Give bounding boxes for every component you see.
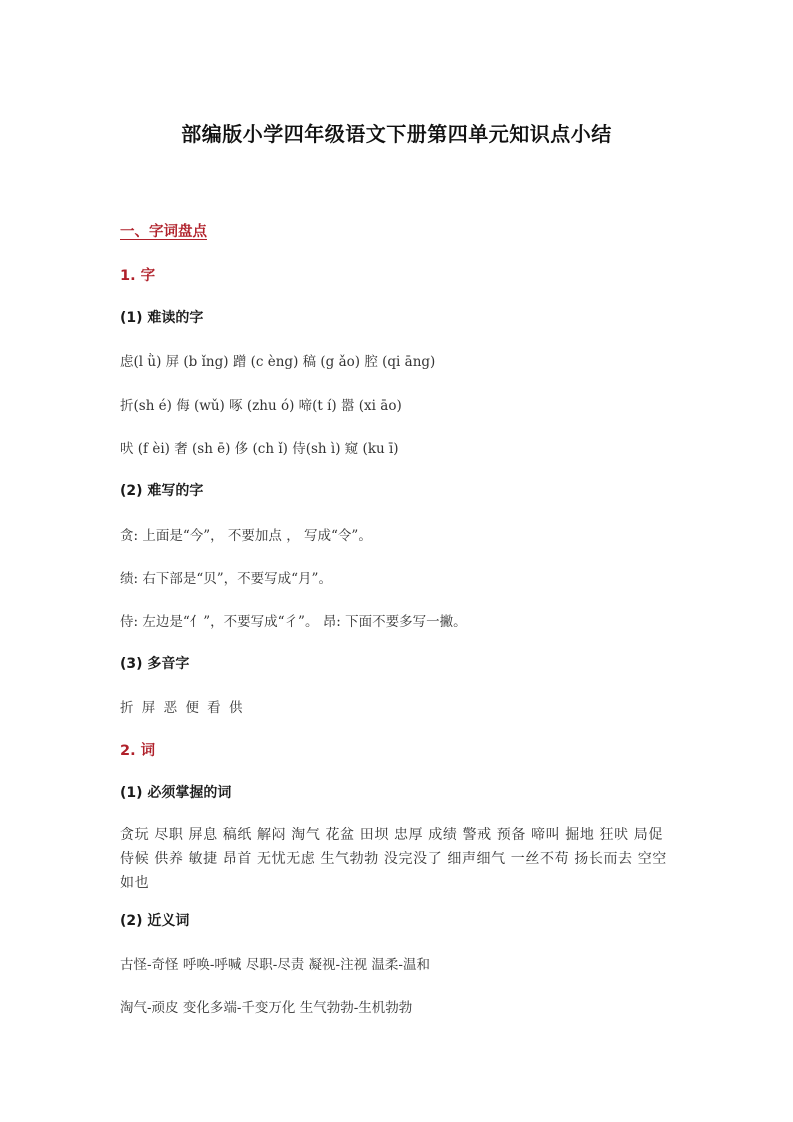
pinyin-line: 虑(l ǜ) 屏 (b ǐng) 蹭 (c èng) 稿 (g ǎo) 腔 (qi āng) (120, 354, 436, 370)
heading-hard-to-write: (2) 难写的字 (120, 483, 204, 499)
page-title: 部编版小学四年级语文下册第四单元知识点小结 (181, 122, 612, 146)
heading-hard-to-read: (1) 难读的字 (120, 310, 204, 326)
pinyin-line: 折(sh é) 侮 (wǔ) 啄 (zhu ó) 啼(t í) 嚣 (xi āo) (120, 398, 402, 414)
synonym-line: 淘气-顽皮 变化多端-千变万化 生气勃勃-生机勃勃 (120, 1000, 413, 1016)
writing-tip: 贪: 上面是“今”， 不要加点 ， 写成“令”。 (120, 528, 372, 544)
heading-polyphones: (3) 多音字 (120, 656, 190, 672)
writing-tip: 侍: 左边是“亻”，不要写成“彳”。 昂: 下面不要多写一撇。 (120, 614, 467, 630)
heading-synonyms: (2) 近义词 (120, 913, 190, 929)
subsection-heading-words: 2. 词 (120, 743, 156, 759)
section-heading-word-review: 一、字词盘点 (120, 224, 207, 240)
subsection-heading-characters: 1. 字 (120, 268, 156, 284)
heading-must-master: (1) 必须掌握的词 (120, 785, 232, 801)
synonym-line: 古怪-奇怪 呼唤-呼喊 尽职-尽责 凝视-注视 温柔-温和 (120, 957, 430, 973)
must-master-word-list: 贪玩 尽职 屏息 稿纸 解闷 淘气 花盆 田坝 忠厚 成绩 警戒 预备 啼叫 掘地 狂吠 局促 侍候 供养 敏捷 昂首 无忧无虑 生气勃勃 没完没了 细声细气 一丝不苟 扬长而去 空空如也 (120, 827, 667, 891)
writing-tip: 绩: 右下部是“贝”，不要写成“月”。 (120, 571, 332, 587)
pinyin-line: 吠 (f èi) 奢 (sh ē) 侈 (ch ǐ) 侍(sh ì) 窥 (ku ī) (120, 441, 399, 457)
polyphone-list: 折 屏 恶 便 看 供 (120, 700, 245, 716)
